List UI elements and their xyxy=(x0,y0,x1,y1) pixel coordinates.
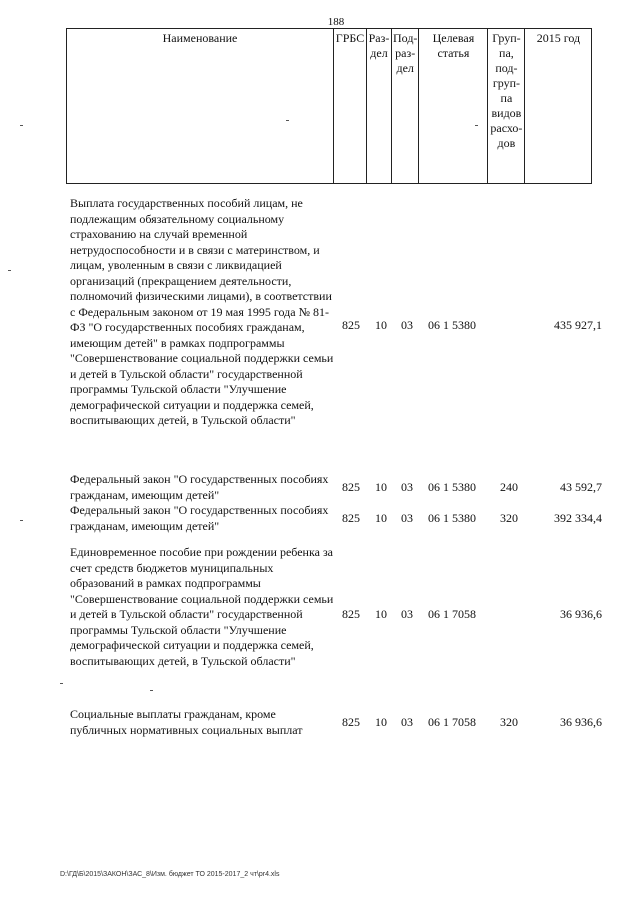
header-target: Целевая статья xyxy=(419,29,488,184)
row-grbs: 825 xyxy=(342,480,360,494)
scan-speck xyxy=(20,125,23,126)
row-name: Единовременное пособие при рождении ребенка за счет средств бюджетов муниципальных образований в рамках подпрограммы "Совершенствование социальной поддержки семьи и детей в Тульской области" государственной программы Тульской области "Улучшение демографической ситуации и поддержка семей, воспитывающих детей, в Тульской области" xyxy=(70,545,334,668)
row-grbs: 825 xyxy=(342,607,360,621)
row-vid: 320 xyxy=(500,715,518,729)
row-podrazdel: 03 xyxy=(401,318,413,332)
row-grbs: 825 xyxy=(342,715,360,729)
row-sum: 392 334,4 xyxy=(554,511,602,525)
row-target: 06 1 7058 xyxy=(428,607,476,621)
row-sum: 43 592,7 xyxy=(560,480,602,494)
row-razdel: 10 xyxy=(375,607,387,621)
row-name: Федеральный закон "О государственных пособиях гражданам, имеющим детей" xyxy=(70,503,329,533)
row-razdel: 10 xyxy=(375,511,387,525)
header-name: Наименование xyxy=(67,29,334,184)
row-target: 06 1 5380 xyxy=(428,480,476,494)
row-name: Выплата государственных пособий лицам, не подлежащим обязательному социальному страхованию на случай временной нетрудоспособности и в связи с материнством, и лицам, уволенным в связи с ликвидацией организаций (прекращением деятельности, полномочий физическими лицами), в соответствии с Федеральным законом от 19 мая 1995 года № 81-ФЗ "О государственных пособиях гражданам, имеющим детей" в рамках подпрограммы "Совершенствование социальной поддержки семьи и детей в Тульской области" государственной программы Тульской области "Улучшение демографической ситуации и поддержка семей, воспитывающих детей, в Тульской области" xyxy=(70,196,334,427)
row-grbs: 825 xyxy=(342,318,360,332)
row-podrazdel: 03 xyxy=(401,715,413,729)
row-podrazdel: 03 xyxy=(401,511,413,525)
scan-speck xyxy=(475,125,478,126)
row-target: 06 1 5380 xyxy=(428,318,476,332)
header-grbs: ГРБС xyxy=(334,29,367,184)
row-vid: 320 xyxy=(500,511,518,525)
row-target: 06 1 7058 xyxy=(428,715,476,729)
page-number: 188 xyxy=(327,16,345,28)
header-podrazdel: Под-раз-дел xyxy=(392,29,419,184)
file-path-footer: D:\ГД\Б\2015\ЗАКОН\ЗАС_8\Изм. бюджет ТО 2015-2017_2 чт\pr4.xls xyxy=(60,871,280,878)
scan-speck xyxy=(20,520,23,521)
row-sum: 36 936,6 xyxy=(560,715,602,729)
scan-speck xyxy=(286,120,289,121)
scan-speck xyxy=(150,690,153,691)
row-sum: 36 936,6 xyxy=(560,607,602,621)
row-vid: 240 xyxy=(500,480,518,494)
row-target: 06 1 5380 xyxy=(428,511,476,525)
header-vid: Груп-па, под-груп-па видов расхо-дов xyxy=(488,29,525,184)
row-razdel: 10 xyxy=(375,715,387,729)
row-sum: 435 927,1 xyxy=(554,318,602,332)
scan-speck xyxy=(60,683,63,684)
header-razdel: Раз-дел xyxy=(367,29,392,184)
row-podrazdel: 03 xyxy=(401,480,413,494)
row-podrazdel: 03 xyxy=(401,607,413,621)
scan-speck xyxy=(8,270,11,271)
row-grbs: 825 xyxy=(342,511,360,525)
header-year: 2015 год xyxy=(525,29,592,184)
row-name: Федеральный закон "О государственных пособиях гражданам, имеющим детей" xyxy=(70,472,329,502)
row-razdel: 10 xyxy=(375,480,387,494)
row-razdel: 10 xyxy=(375,318,387,332)
table-header xyxy=(66,28,592,184)
row-name: Социальные выплаты гражданам, кроме публичных нормативных социальных выплат xyxy=(70,707,303,737)
